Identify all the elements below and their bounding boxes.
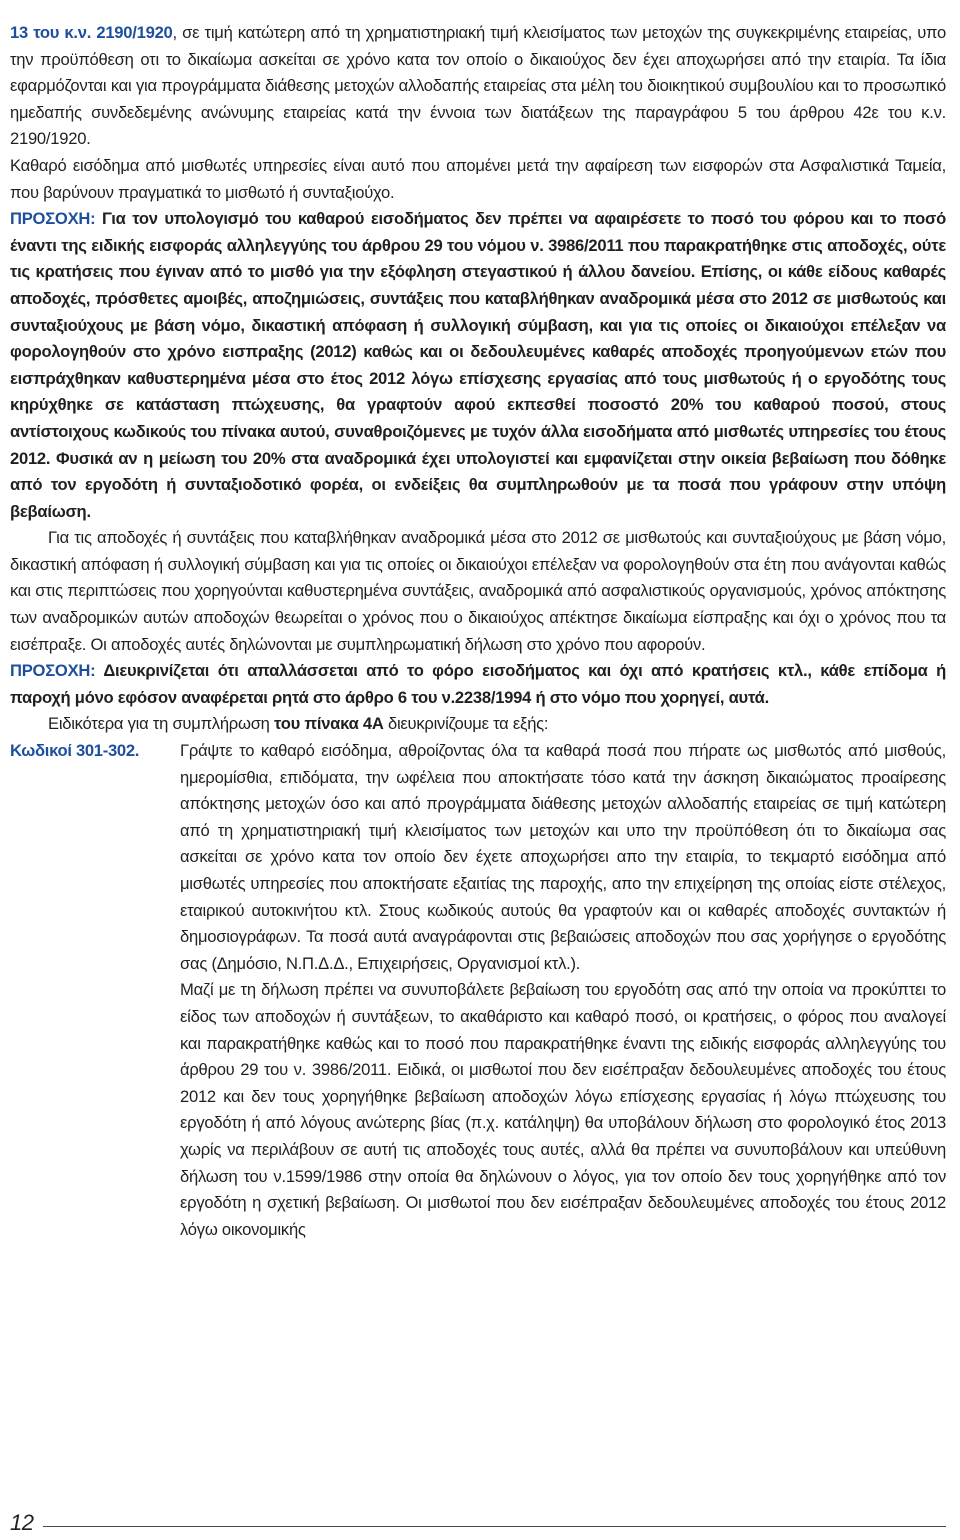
law-reference: 13 του κ.ν. 2190/1920: [10, 23, 173, 42]
paragraph-stock-options: [10, 20, 946, 153]
table-4a-reference: του πίνακα 4Α: [274, 714, 384, 734]
paragraph-retroactive-payments: Για τις αποδοχές ή συντάξεις που καταβλήθηκαν αναδρομικά μέσα στο 2012 σε μισθωτούς και συνταξιούχους με βάση νόμο, δικαστική απόφαση ή συλλογική σύμβαση και για τις οποίες οι δικαιούχοι επέλεξαν να φορολογηθούν στα έτη που ανάγονται καθώς και στις περιπτώσεις που χορηγούνται καθυστερημένα συντάξεις, αναδρομικά από ασφαλιστικούς οργανισμούς, χρόνος απόκτησης των αναδρομικών αυτών αποδοχών θεωρείται ο χρόνος που ο δικαιούχος απέκτησε δικαίωμα είσπραξης και όχι ο χρόνος που τα εισέπραξε. Οι αποδοχές αυτές δηλώνονται με συμπληρωματική δήλωση στο χρόνο που αφορούν.: [10, 528, 946, 654]
paragraph-text: , σε τιμή κατώτερη από τη χρηματιστηριακή τιμή κλεισίματος των μετοχών της συγκεκριμένης εταιρείας, υπο την προϋπόθεση οτι το δικαίωμα ασκείται σε χρόνο κατα τον οποίο ο δικαιούχος δεν έχει αποχωρήσει από την εταιρία. Τα ίδια εφαρμόζονται και για προγράμματα διάθεσης μετοχών αλλοδαπής εταιρείας στα μέλη του διοικητικού συμβουλίου και το προσωπικό ημεδαπής συνδεδεμένης ανώνυμης εταιρείας κατά την έννοια των διατάξεων της παραγράφου 5 του άρθρου 42ε του κ.ν. 2190/1920.: [10, 23, 946, 149]
intro-tail: διευκρινίζουμε τα εξής:: [383, 714, 549, 734]
document-page: [10, 20, 946, 1243]
paragraph-table-4a-intro: [10, 711, 946, 738]
notice-label: ΠΡΟΣΟΧΗ:: [10, 209, 96, 229]
codes-301-302-section: [10, 738, 946, 1243]
notice-text: Διευκρινίζεται ότι απαλλάσσεται από το φόρο εισοδήματος και όχι από κρατήσεις κτλ., κάθε επίδομα ή παροχή μόνο εφόσον αναφέρεται ρητά στο άρθρο 6 του ν.2238/1994 ή στο νόμο που χορηγεί, αυτά.: [10, 661, 946, 707]
intro-text: Ειδικότερα για τη συμπλήρωση: [48, 714, 275, 734]
notice-text: Για τον υπολογισμό του καθαρού εισοδήματος δεν πρέπει να αφαιρέσετε το ποσό του φόρου και το ποσό έναντι της ειδικής εισφοράς αλληλεγγύης του άρθρου 29 του νόμου ν. 3986/2011 που παρακρατήθηκε στις αποδοχές, ούτε τις κρατήσεις που έγιναν από το μισθό για την εξόφληση στεγαστικού ή άλλου δανείου. Επίσης, οι κάθε είδους καθαρές αποδοχές, πρόσθετες αμοιβές, αποζημιώσεις, συντάξεις που καταβλήθηκαν αναδρομικά μέσα στο 2012 σε μισθωτούς και συνταξιούχους με βάση νόμο, δικαστική απόφαση ή συλλογική σύμβαση, και για τις οποίες οι δικαιούχοι επέλεξαν να φορολογηθούν στο χρόνο εισπραξης (2012) καθώς και οι δεδουλευμένες καθαρές αποδοχές προηγούμενων ετών που εισπράχθηκαν καθυστερημένα μέσα στο έτος 2012 λόγω επίσχεσης εργασίας από τους μισθωτούς ή ο εργοδότης τους κηρύχθηκε σε κατάσταση πτώχευσης, θα γραφτούν αφού εκπεσθεί ποσοστό 20% του καθαρού ποσού, στους αντίστοιχους κωδικούς του πίνακα αυτού, συναθροιζόμενες με τυχόν άλλα εισοδήματα από μισθωτές υπηρεσίες του έτους 2012. Φυσικά αν η μείωση του 20% στα αναδρομικά έχει υπολογιστεί και εμφανίζεται στην οικεία βεβαίωση που δόθηκε από τον εργοδότη ή συνταξιοδοτικό φορέα, οι ενδείξεις θα συμπληρωθούν με τα ποσά που γράφουν στην υπόψη βεβαίωση.: [10, 209, 946, 521]
notice-net-income-calculation: [10, 206, 946, 525]
codes-paragraph-certificate: Μαζί με τη δήλωση πρέπει να συνυποβάλετε βεβαίωση του εργοδότη σας από την οποία να προκύπτει το είδος των αποδοχών ή συντάξεων, το ακαθάριστο και καθαρό ποσό, οι κρατήσεις, ο φόρος που αναλογεί και παρακρατήθηκε καθώς και το ποσό που παρακρατήθηκε έναντι της ειδικής εισφοράς αλληλεγγύης του άρθρου 29 του ν. 3986/2011. Ειδικά, οι μισθωτοί που δεν εισέπραξαν δεδουλευμένες αποδοχές του έτους 2012 και δεν τους χορηγήθηκε βεβαίωση αποδοχών λόγω επίσχεσης εργασίας ή λόγω πτώχευσης του εργοδότη ή από λόγους ανώτερης βίας (π.χ. κατάληψη) θα υποβάλουν δήλωση στο φορολογικό έτος 2013 χωρίς να περιλάβουν σε αυτή τις αποδοχές τους αυτές, αλλά θα πρέπει να συνυποβάλουν και υπεύθυνη δήλωση του ν.1599/1986 στην οποία θα δηλώνουν ο λόγος, για τον οποίο δεν τους χορηγήθηκε από τον εργοδότη η σχετική βεβαίωση. Οι μισθωτοί που δεν εισέπραξαν δεδουλευμένες αποδοχές του έτους 2012 λόγω οικονομικής: [180, 980, 946, 1239]
page-footer: [10, 1508, 946, 1538]
footer-divider: [43, 1526, 946, 1527]
codes-description: [180, 738, 946, 1243]
notice-tax-exemption: [10, 658, 946, 711]
codes-label: Κωδικοί 301-302.: [10, 741, 140, 761]
codes-paragraph-net-income: Γράψτε το καθαρό εισόδημα, αθροίζοντας όλα τα καθαρά ποσά που πήρατε ως μισθωτός από μισθούς, ημερομίσθια, επιδόματα, την ωφέλεια που αποκτήσατε τόσο κατά την άσκηση δικαιώματος προαίρεσης απόκτησης μετοχών όσο και από προγράμματα διάθεσης μετοχών αλλοδαπής εταιρείας σε τιμή κατώτερη από τη χρηματιστηριακή τιμή κλεισίματος των μετοχών και υπο την προϋπόθεση ότι το δικαίωμα σας ασκείται σε χρόνο κατα τον οποίο δεν έχετε αποχωρήσει απο την εταιρία, το τεκμαρτό εισόδημα από μισθωτές υπηρεσίες που αποκτήσατε εξαιτίας της παροχής, απο την επιχείρηση της οποίας είστε στέλεχος, εταιρικού αυτοκινήτου κτλ. Στους κωδικούς αυτούς θα γραφτούν και οι καθαρές αποδοχές συντακτών ή δημοσιογράφων. Τα ποσά αυτά αναγράφονται στις βεβαιώσεις αποδοχών που σας χορήγησε ο εργοδότης σας (Δημόσιο, Ν.Π.Δ.Δ., Επιχειρήσεις, Οργανισμοί κτλ.).: [180, 741, 946, 973]
notice-label: ΠΡΟΣΟΧΗ:: [10, 661, 96, 681]
page-number: 12: [10, 1510, 34, 1535]
paragraph-net-income: Καθαρό εισόδημα από μισθωτές υπηρεσίες είναι αυτό που απομένει μετά την αφαίρεση των εισφορών στα Ασφαλιστικά Ταμεία, που βαρύνουν πραγματικά το μισθωτό ή συνταξιούχο.: [10, 155, 946, 202]
